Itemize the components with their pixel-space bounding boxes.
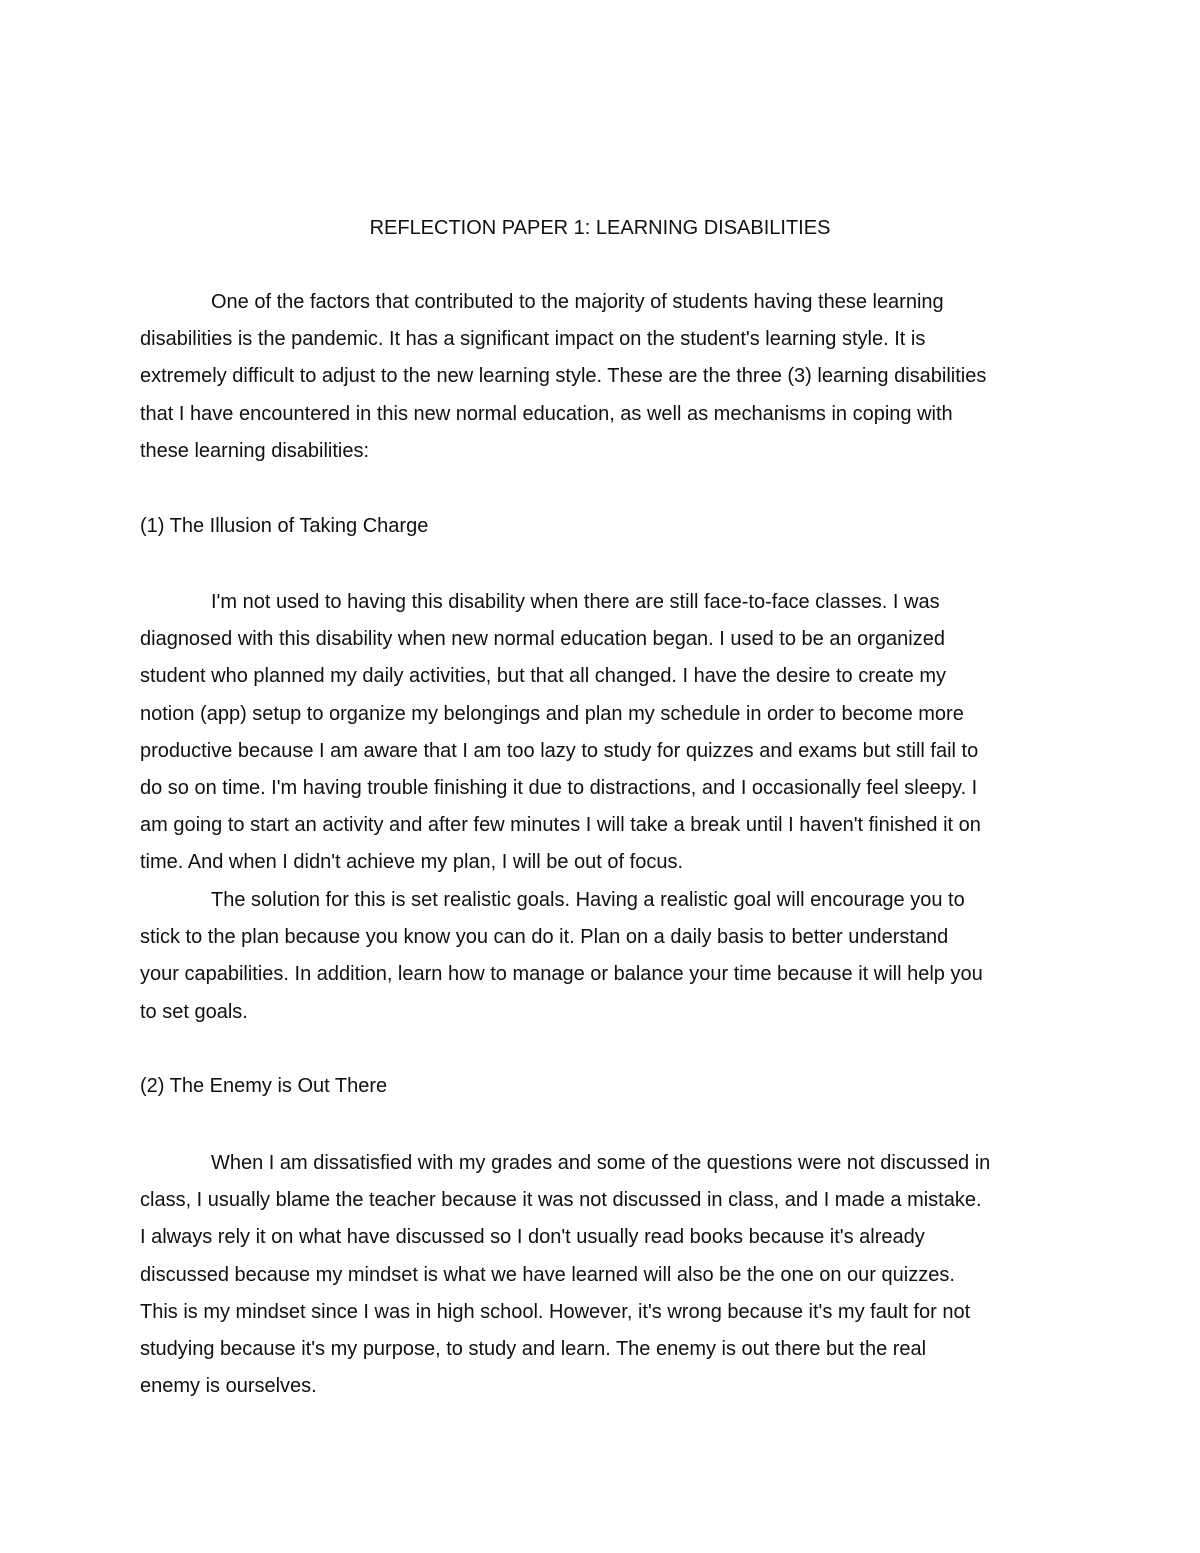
paragraph-line: enemy is ourselves. (140, 1375, 317, 1398)
intro-paragraph (140, 284, 1070, 470)
section-heading-1 (140, 508, 1070, 545)
paragraph-line: time. And when I didn't achieve my plan, I will be out of focus. (140, 851, 683, 874)
paragraph-line: discussed because my mindset is what we have learned will also be the one on our quizzes. (140, 1263, 955, 1286)
paragraph-line: class, I usually blame the teacher because it was not discussed in class, and I made a mistake. (140, 1189, 982, 1212)
paragraph-line: disabilities is the pandemic. It has a significant impact on the student's learning style. It is (140, 328, 926, 351)
paragraph-line: these learning disabilities: (140, 439, 370, 462)
section-heading-text: (1) The Illusion of Taking Charge (140, 515, 429, 537)
paragraph-line: to set goals. (140, 1000, 248, 1023)
paragraph-line: I'm not used to having this disability when there are still face-to-face classes. I was (211, 591, 940, 613)
paragraph-line: do so on time. I'm having trouble finishing it due to distractions, and I occasionally feel sleepy. I (140, 776, 978, 799)
section-1-paragraph-1 (140, 584, 1070, 882)
paragraph-line: your capabilities. In addition, learn how to manage or balance your time because it will help you (140, 963, 983, 986)
paragraph-line: When I am dissatisfied with my grades and some of the questions were not discussed in (211, 1152, 991, 1174)
section-heading-2 (140, 1068, 1070, 1105)
paragraph-line: stick to the plan because you know you can do it. Plan on a daily basis to better understand (140, 926, 949, 949)
section-1-paragraph-2 (140, 882, 1070, 1031)
paragraph-line: extremely difficult to adjust to the new learning style. These are the three (3) learning disabilities (140, 365, 987, 388)
paragraph-line: studying because it's my purpose, to study and learn. The enemy is out there but the real (140, 1337, 927, 1360)
paragraph-line: notion (app) setup to organize my belongings and plan my schedule in order to become more (140, 702, 964, 725)
section-heading-text: (2) The Enemy is Out There (140, 1075, 388, 1097)
paragraph-line: One of the factors that contributed to the majority of students having these learning (211, 291, 944, 313)
section-2-paragraph-1 (140, 1145, 1070, 1405)
paragraph-line: This is my mindset since I was in high school. However, it's wrong because it's my fault for not (140, 1300, 971, 1323)
paragraph-line: The solution for this is set realistic goals. Having a realistic goal will encourage you to (211, 889, 965, 911)
paragraph-line: I always rely it on what have discussed so I don't usually read books because it's already (140, 1226, 925, 1249)
paragraph-line: student who planned my daily activities, but that all changed. I have the desire to create my (140, 665, 947, 688)
paragraph-line: diagnosed with this disability when new normal education began. I used to be an organized (140, 628, 945, 651)
paragraph-line: am going to start an activity and after few minutes I will take a break until I haven't finished it on (140, 814, 981, 837)
page-title: REFLECTION PAPER 1: LEARNING DISABILITIES (369, 217, 831, 239)
paragraph-line: productive because I am aware that I am too lazy to study for quizzes and exams but still fail to (140, 739, 979, 762)
paragraph-line: that I have encountered in this new normal education, as well as mechanisms in coping with (140, 402, 953, 425)
